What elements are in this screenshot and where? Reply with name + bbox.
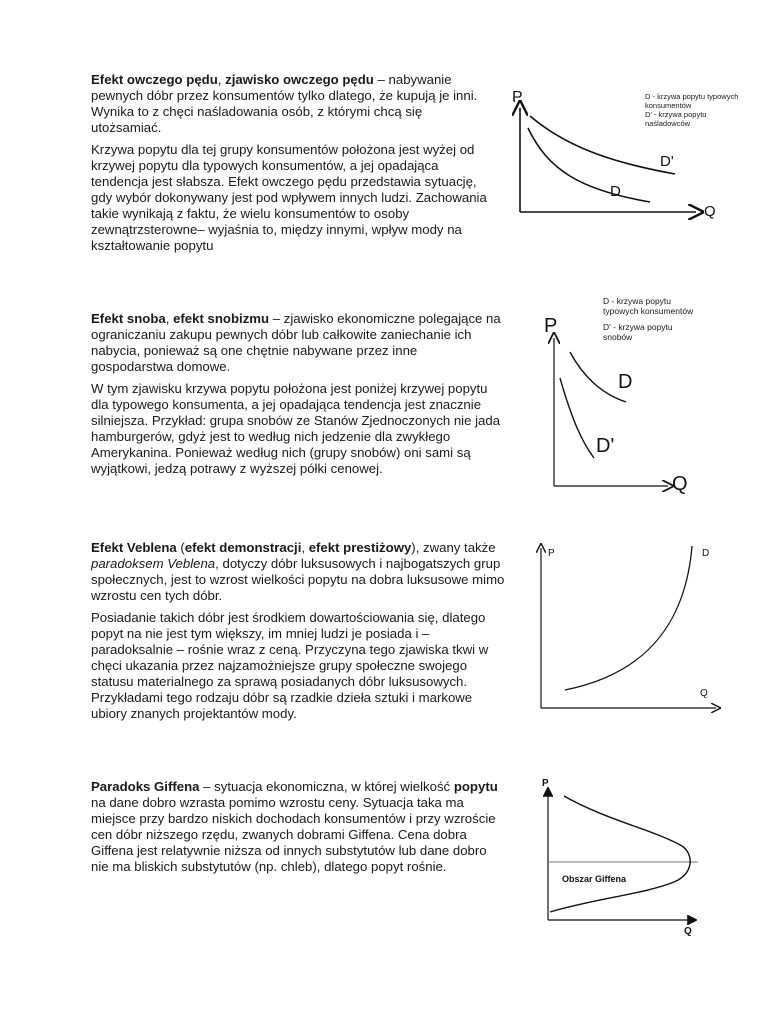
snob-effect-definition: Efekt snoba, efekt snobizmu – zjawisko ekonomiczne polegające na ograniczaniu zakupu pewnych dóbr lub całkowite zaniechanie ich nabycia, ponieważ są one chętnie nabywane przez inne gospodarstwa domowe. <box>91 311 501 374</box>
legend-line-d-prime: D' - krzywa popytu snobów <box>603 322 673 342</box>
axis-label-p: P <box>548 548 555 559</box>
curve-d <box>565 546 692 690</box>
curve-label-d-prime: D' <box>596 435 615 457</box>
term-demonstration-effect: efekt demonstracji <box>184 540 302 555</box>
veblen-effect-definition: Efekt Veblena (efekt demonstracji, efekt prestiżowy), zwany także paradoksem Veblena, dotyczy dóbr luksusowych i najbogatszych grup społecznych, jest to wzrost wielkości popytu na dobra luksusowe mimo wzrostu cen tych dóbr. <box>91 540 505 603</box>
section-herd-effect-text <box>91 72 491 260</box>
giffen-demand-curve <box>550 796 690 912</box>
term-veblen-paradox: paradoksem Veblena <box>91 556 216 571</box>
term-demand: popytu <box>453 779 498 794</box>
axis-label-p: P <box>542 778 549 789</box>
section-giffen-paradox-text <box>91 779 501 881</box>
term-herd-effect: Efekt owczego pędu <box>91 72 218 87</box>
term-snobbery-effect: efekt snobizmu <box>173 311 270 326</box>
section-snob-effect-text <box>91 311 501 483</box>
giffen-paradox-chart <box>536 772 706 938</box>
term-veblen-effect: Efekt Veblena <box>91 540 177 555</box>
axis-label-q: Q <box>704 203 716 220</box>
snob-effect-legend <box>603 296 703 342</box>
veblen-effect-chart <box>530 540 730 715</box>
axis-label-q: Q <box>672 473 688 495</box>
term-snob-effect: Efekt snoba <box>91 311 166 326</box>
axis-label-q: Q <box>684 926 692 937</box>
herd-effect-definition: Efekt owczego pędu, zjawisko owczego pędu – nabywanie pewnych dóbr przez konsumentów tylko dlatego, że kupują je inni. Wynika to z chęci naśladowania osób, z którymi chcą się utożsamiać. <box>91 72 478 135</box>
giffen-area-label: Obszar Giffena <box>562 874 627 884</box>
legend-line-d: D - krzywa popytu typowych konsumentów <box>645 92 739 110</box>
axis-label-p: P <box>544 315 558 337</box>
herd-effect-legend <box>645 92 750 128</box>
legend-line-d: D - krzywa popytu typowych konsumentów <box>603 296 694 316</box>
term-prestige-effect: efekt prestiżowy <box>308 540 412 555</box>
snob-effect-paragraph: W tym zjawisku krzywa popytu położona jest poniżej krzywej popytu dla typowego konsumenta, a jej opadająca tendencja jest znacznie silniejsza. Przykład: grupa snobów ze Stanów Zjednoczonych nie jada hamburgerów, gdyż jest to według nich jedzenie dla zwykłego Amerykanina. Ponieważ według nich (grupy snobów) oni sami są wyjątkowi, jedzą potrawy z wyższej półki cenowej. <box>91 381 501 476</box>
herd-effect-paragraph: Krzywa popytu dla tej grupy konsumentów położona jest wyżej od krzywej popytu dla typowych konsumentów, a jej opadająca tendencja jest słabsza. Efekt owczego pędu przedstawia sytuację, gdy wybór dokonywany jest pod wpływem innych ludzi. Zachowania takie wynikają z faktu, że wielu konsumentów to osoby zewnątrzsterowne– wyjaśnia to, między innymi, wpływ mody na kształtowanie popytu <box>91 142 487 253</box>
curve-label-d: D <box>618 371 633 393</box>
curve-label-d-prime: D' <box>660 153 674 170</box>
term-herd-phenomenon: zjawisko owczego pędu <box>225 72 374 87</box>
curve-label-d: D <box>702 548 710 559</box>
curve-d-prime <box>560 378 594 458</box>
term-giffen-paradox: Paradoks Giffena <box>91 779 200 794</box>
axis-label-q: Q <box>700 688 708 699</box>
curve-label-d: D <box>610 183 621 200</box>
axis-label-p: P <box>512 89 523 106</box>
section-veblen-effect-text <box>91 540 511 728</box>
veblen-effect-paragraph: Posiadanie takich dóbr jest środkiem dowartościowania się, dlatego popyt na nie jest tym większy, im mniej ludzi je posiada i – paradoksalnie – rośnie wraz z ceną. Przyczyna tego zjawiska tkwi w chęci ukazania przez najzamożniejsze grupy społeczne swojego statusu materialnego za sprawą posiadanych dóbr luksusowych. Przykładami tego rodzaju dóbr są rzadkie dzieła sztuki i markowe ubiory znanych projektantów mody. <box>91 610 489 721</box>
giffen-paradox-paragraph: Paradoks Giffena – sytuacja ekonomiczna, w której wielkość popytu na dane dobro wzrasta pomimo wzrostu ceny. Sytuacja taka ma miejsce przy bardzo niskich dochodach konsumentów i przy wzroście cen dóbr niższego rzędu, zwanych dobrami Giffena. Cena dobra Giffena jest relatywnie niższa od innych substytutów lub dane dobro nie ma bliskich substytutów (np. chleb), dlatego popyt rośnie. <box>91 779 498 874</box>
legend-line-d-prime: D' - krzywa popytu naśladowców <box>645 110 707 128</box>
